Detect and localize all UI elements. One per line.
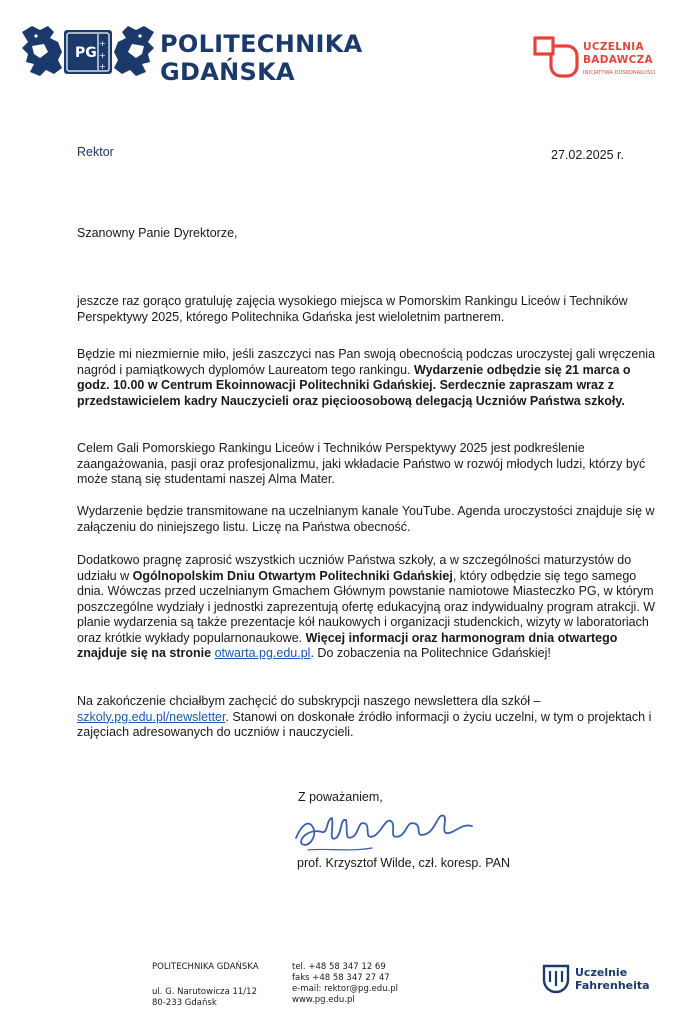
paragraph-2-text: Będzie mi niezmiernie miło, jeśli zaszczyci nas Pan swoją obecnością podczas uroczystej gali wręczenia nagród i pamiątkowych dyplomów Laureatom tego rankingu. xyxy=(77,347,656,377)
paragraph-6-text-b: . Stanowi on doskonałe źródło informacji o życiu uczelni, w tym o projektach i zajęciach adresowanych do uczniów i nauczycieli. xyxy=(77,709,652,739)
svg-text:+: + xyxy=(99,39,106,48)
footer-fax: faks +48 58 347 27 47 xyxy=(292,973,390,983)
salutation: Szanowny Panie Dyrektorze, xyxy=(77,226,238,240)
fahrenheit-universities-logo-icon xyxy=(541,962,571,994)
university-name-line1: POLITECHNIKA xyxy=(160,30,363,58)
svg-text:PG: PG xyxy=(75,45,97,61)
badge-line2: BADAWCZA xyxy=(583,54,653,66)
paragraph-1: jeszcze raz gorąco gratuluję zajęcia wysokiego miejsca w Pomorskim Rankingu Liceów i Techników Perspektywy 2025, którego Politechnika Gdańska jest wieloletnim partnerem. xyxy=(77,294,628,324)
paragraph-5-text-a: Dodatkowo pragnę zaprosić wszystkich uczniów Państwa szkoły, a w szczególności maturzystów do udziału w xyxy=(77,553,632,583)
paragraph-4: Wydarzenie będzie transmitowane na uczelnianym kanale YouTube. Agenda uroczystości znajduje się w załączeniu do niniejszego listu. Liczę na Państwa obecność. xyxy=(77,504,655,534)
svg-text:+: + xyxy=(99,51,106,60)
badge-line1: UCZELNIA xyxy=(583,41,644,53)
footer-org-name: POLITECHNIKA GDAŃSKA xyxy=(152,962,259,972)
closing-phrase: Z poważaniem, xyxy=(298,790,383,804)
open-day-link[interactable]: otwarta.pg.edu.pl xyxy=(214,646,311,660)
signature-icon xyxy=(288,798,478,860)
open-day-name: Ogólnopolskim Dniu Otwartym Politechniki Gdańskiej xyxy=(132,568,453,583)
signer-name: prof. Krzysztof Wilde, czł. koresp. PAN xyxy=(297,856,511,870)
research-university-badge xyxy=(583,41,656,80)
paragraph-5 xyxy=(77,553,662,662)
pg-shield-icon xyxy=(64,30,112,74)
paragraph-3: Celem Gali Pomorskiego Rankingu Liceów i Techników Perspektywy 2025 jest podkreślenie zaangażowania, pasji oraz profesjonalizmu, jaki wkładacie Państwo w rozwój młodych ludzi, którzy być może staną się studentami naszej Alma Mater. xyxy=(77,441,646,486)
research-university-logo-icon xyxy=(531,34,581,78)
paragraph-5-text-c: , który odbędzie się tego samego dnia. Wówczas przed uczelnianym Gmachem Głównym powstanie namiotowe Miasteczko PG, w którym poszczególne wydziały i jednostki zaprezentują ofertę edukacyjną oraz indywidualny program atrakcji. W planie wydarzenia są także prezentacje kół naukowych i organizacji studenckich, wizyty w laboratoriach oraz krótkie wykłady popularnonaukowe. xyxy=(77,568,656,645)
paragraph-5-text-e: . Do zobaczenia na Politechnice Gdańskiej! xyxy=(310,646,551,660)
footer-web: www.pg.edu.pl xyxy=(292,995,355,1005)
paragraph-2-event-details: Wydarzenie odbędzie się 21 marca o godz. 10.00 w Centrum Ekoinnowacji Politechniki Gdańskiej. Serdecznie zapraszam wraz z przedstawicielem kadry Nauczycieli oraz pięcioosobową delegacją Uczniów Państwa szkoły. xyxy=(77,362,631,408)
footer-email: e-mail: rektor@pg.edu.pl xyxy=(292,984,399,994)
paragraph-6 xyxy=(77,694,662,741)
letter-date: 27.02.2025 r. xyxy=(551,148,624,162)
badge-line3: INICJATYWA DOSKONAŁOŚCI xyxy=(583,70,656,76)
sender-role: Rektor xyxy=(77,145,114,159)
uf-line2: Fahrenheita xyxy=(575,979,650,992)
university-name xyxy=(160,30,362,86)
paragraph-2 xyxy=(77,347,662,409)
more-info-text: Więcej informacji oraz harmonogram dnia otwartego znajduje się na stronie xyxy=(77,630,618,660)
uf-line1: Uczelnie xyxy=(575,966,628,979)
footer-city: 80-233 Gdańsk xyxy=(152,998,217,1008)
footer-street: ul. G. Narutowicza 11/12 xyxy=(152,987,257,997)
paragraph-6-text-a: Na zakończenie chciałbym zachęcić do subskrypcji naszego newslettera dla szkół – xyxy=(77,694,541,708)
pg-logo xyxy=(18,22,158,84)
svg-text:+: + xyxy=(99,62,106,71)
newsletter-link[interactable]: szkoly.pg.edu.pl/newsletter xyxy=(77,709,226,724)
university-name-line2: GDAŃSKA xyxy=(160,58,295,86)
fahrenheit-universities-name xyxy=(575,966,650,992)
footer-tel: tel. +48 58 347 12 69 xyxy=(292,962,386,972)
